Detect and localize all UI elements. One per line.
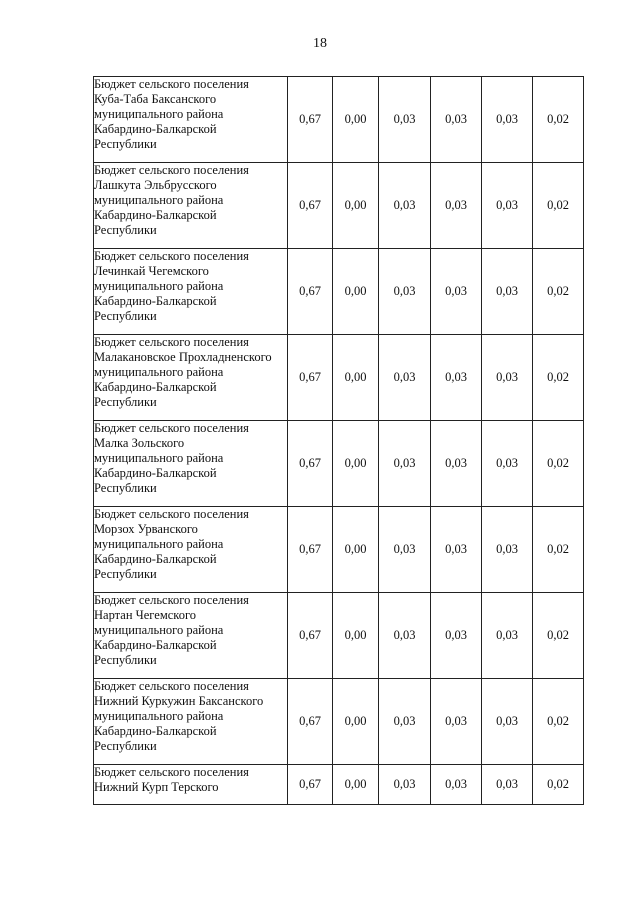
budget-name-cell xyxy=(94,163,288,249)
value-cell-1: 0,67 xyxy=(288,593,333,679)
budget-name-line: муниципального района xyxy=(94,709,224,723)
budget-name-line: Малакановское Прохладненского xyxy=(94,350,272,364)
budget-name-line: Республики xyxy=(94,653,157,667)
budget-name-line: муниципального района xyxy=(94,193,224,207)
value-cell-2: 0,00 xyxy=(333,249,379,335)
value-cell-2: 0,00 xyxy=(333,507,379,593)
value-cell-1: 0,67 xyxy=(288,765,333,805)
budget-name-line: Республики xyxy=(94,223,157,237)
value-cell-4: 0,03 xyxy=(431,593,482,679)
value-cell-3: 0,03 xyxy=(379,679,431,765)
value-cell-5: 0,03 xyxy=(482,679,533,765)
value-cell-5: 0,03 xyxy=(482,335,533,421)
table-row xyxy=(94,593,584,679)
value-cell-5: 0,03 xyxy=(482,593,533,679)
budget-name-line: Кабардино-Балкарской xyxy=(94,380,217,394)
budget-name-line: Кабардино-Балкарской xyxy=(94,122,217,136)
value-cell-2: 0,00 xyxy=(333,593,379,679)
budget-name-line: Лечинкай Чегемского xyxy=(94,264,209,278)
budget-name-line: Республики xyxy=(94,309,157,323)
budget-name-line: Бюджет сельского поселения xyxy=(94,335,249,349)
table-row xyxy=(94,765,584,805)
value-cell-3: 0,03 xyxy=(379,421,431,507)
value-cell-3: 0,03 xyxy=(379,249,431,335)
budget-name-line: Бюджет сельского поселения xyxy=(94,593,249,607)
value-cell-6: 0,02 xyxy=(533,335,584,421)
budget-name-line: Бюджет сельского поселения xyxy=(94,765,249,779)
value-cell-6: 0,02 xyxy=(533,679,584,765)
value-cell-4: 0,03 xyxy=(431,249,482,335)
budget-name-line: Бюджет сельского поселения xyxy=(94,679,249,693)
value-cell-2: 0,00 xyxy=(333,421,379,507)
budget-name-line: Кабардино-Балкарской xyxy=(94,724,217,738)
value-cell-6: 0,02 xyxy=(533,765,584,805)
budget-name-line: Кабардино-Балкарской xyxy=(94,294,217,308)
budget-name-line: Республики xyxy=(94,739,157,753)
budget-name-line: Морзох Урванского xyxy=(94,522,198,536)
value-cell-1: 0,67 xyxy=(288,507,333,593)
value-cell-5: 0,03 xyxy=(482,421,533,507)
budget-name-line: муниципального района xyxy=(94,537,224,551)
value-cell-3: 0,03 xyxy=(379,765,431,805)
table-row xyxy=(94,679,584,765)
budget-name-line: муниципального района xyxy=(94,451,224,465)
value-cell-5: 0,03 xyxy=(482,507,533,593)
value-cell-1: 0,67 xyxy=(288,77,333,163)
value-cell-5: 0,03 xyxy=(482,77,533,163)
budget-name-line: муниципального района xyxy=(94,623,224,637)
value-cell-4: 0,03 xyxy=(431,77,482,163)
budget-distribution-table xyxy=(93,76,584,805)
value-cell-6: 0,02 xyxy=(533,421,584,507)
budget-name-line: Кабардино-Балкарской xyxy=(94,208,217,222)
table-row xyxy=(94,249,584,335)
budget-name-line: муниципального района xyxy=(94,107,224,121)
budget-name-line: Малка Зольского xyxy=(94,436,185,450)
budget-name-cell xyxy=(94,421,288,507)
table-row xyxy=(94,77,584,163)
value-cell-6: 0,02 xyxy=(533,249,584,335)
value-cell-4: 0,03 xyxy=(431,335,482,421)
value-cell-2: 0,00 xyxy=(333,679,379,765)
budget-name-line: Бюджет сельского поселения xyxy=(94,421,249,435)
value-cell-4: 0,03 xyxy=(431,507,482,593)
budget-name-cell xyxy=(94,335,288,421)
value-cell-6: 0,02 xyxy=(533,77,584,163)
budget-name-line: муниципального района xyxy=(94,279,224,293)
value-cell-3: 0,03 xyxy=(379,507,431,593)
table-row xyxy=(94,163,584,249)
budget-name-line: Бюджет сельского поселения xyxy=(94,249,249,263)
table-row xyxy=(94,507,584,593)
budget-name-line: Нижний Куркужин Баксанского xyxy=(94,694,264,708)
value-cell-5: 0,03 xyxy=(482,163,533,249)
budget-name-line: Нартан Чегемского xyxy=(94,608,197,622)
budget-name-line: Республики xyxy=(94,481,157,495)
budget-name-line: Республики xyxy=(94,137,157,151)
page-number: 18 xyxy=(313,36,327,51)
value-cell-2: 0,00 xyxy=(333,765,379,805)
budget-name-line: Куба-Таба Баксанского xyxy=(94,92,217,106)
budget-name-cell xyxy=(94,593,288,679)
value-cell-1: 0,67 xyxy=(288,679,333,765)
value-cell-4: 0,03 xyxy=(431,421,482,507)
budget-name-line: Бюджет сельского поселения xyxy=(94,77,249,91)
value-cell-3: 0,03 xyxy=(379,77,431,163)
budget-name-line: Кабардино-Балкарской xyxy=(94,638,217,652)
budget-name-cell xyxy=(94,507,288,593)
value-cell-5: 0,03 xyxy=(482,765,533,805)
table-body xyxy=(94,77,584,805)
value-cell-6: 0,02 xyxy=(533,593,584,679)
budget-name-line: Бюджет сельского поселения xyxy=(94,163,249,177)
value-cell-1: 0,67 xyxy=(288,421,333,507)
value-cell-3: 0,03 xyxy=(379,593,431,679)
table-row xyxy=(94,421,584,507)
budget-name-cell xyxy=(94,765,288,805)
value-cell-2: 0,00 xyxy=(333,77,379,163)
budget-name-line: Нижний Курп Терского xyxy=(94,780,219,794)
budget-name-line: Бюджет сельского поселения xyxy=(94,507,249,521)
value-cell-4: 0,03 xyxy=(431,163,482,249)
value-cell-1: 0,67 xyxy=(288,163,333,249)
budget-name-cell xyxy=(94,679,288,765)
value-cell-4: 0,03 xyxy=(431,679,482,765)
value-cell-6: 0,02 xyxy=(533,163,584,249)
value-cell-2: 0,00 xyxy=(333,163,379,249)
value-cell-1: 0,67 xyxy=(288,249,333,335)
budget-name-line: Кабардино-Балкарской xyxy=(94,552,217,566)
value-cell-6: 0,02 xyxy=(533,507,584,593)
value-cell-1: 0,67 xyxy=(288,335,333,421)
budget-name-cell xyxy=(94,249,288,335)
budget-name-line: Лашкута Эльбрусского xyxy=(94,178,217,192)
value-cell-3: 0,03 xyxy=(379,163,431,249)
budget-name-line: Республики xyxy=(94,567,157,581)
value-cell-4: 0,03 xyxy=(431,765,482,805)
value-cell-5: 0,03 xyxy=(482,249,533,335)
value-cell-3: 0,03 xyxy=(379,335,431,421)
budget-name-line: Кабардино-Балкарской xyxy=(94,466,217,480)
table-row xyxy=(94,335,584,421)
budget-name-cell xyxy=(94,77,288,163)
budget-name-line: муниципального района xyxy=(94,365,224,379)
value-cell-2: 0,00 xyxy=(333,335,379,421)
budget-name-line: Республики xyxy=(94,395,157,409)
